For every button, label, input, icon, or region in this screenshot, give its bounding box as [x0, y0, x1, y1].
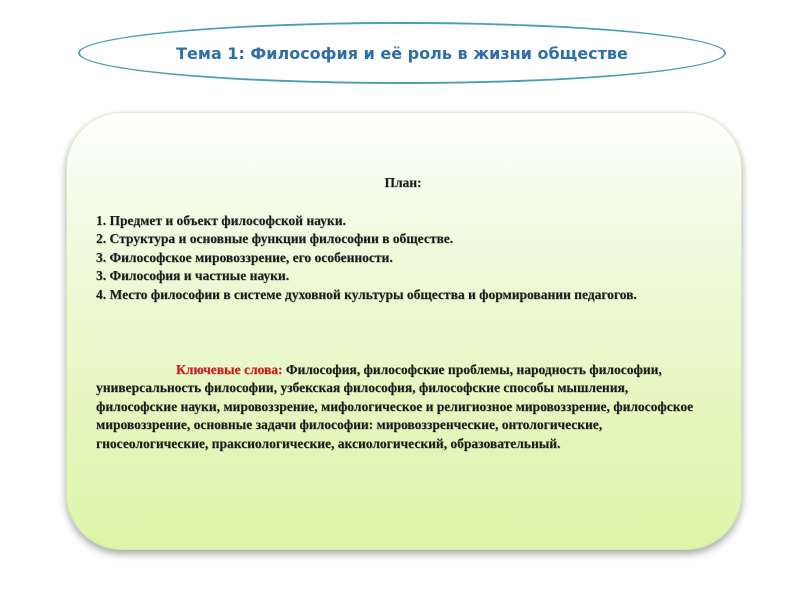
plan-item: 3. Философское мировоззрение, его особенности. — [96, 249, 393, 265]
keywords-text: Философия, философские проблемы, народность философии, универсальность философии, узбекская философия, философские способы мышления, философские науки, мировоззрение, мифологическое и религиозное мировоззрение, философское мировоззрение, основные задачи философии: мировоззренческие, онтологические, гносеологические, праксиологические, аксиологический, образовательный. — [96, 361, 694, 451]
plan-item: 2. Структура и основные функции философии в обществе. — [96, 231, 454, 247]
plan-list — [96, 212, 696, 305]
title-oval — [78, 22, 726, 84]
plan-item: 4. Место философии в системе духовной культуры общества и формировании педагогов. — [96, 286, 637, 302]
content-text — [96, 174, 696, 454]
plan-heading: План: — [384, 175, 422, 190]
keywords-label: Ключевые слова: — [176, 361, 283, 377]
plan-item: 3. Философия и частные науки. — [96, 268, 290, 284]
keywords-paragraph — [96, 361, 696, 454]
plan-item: 1. Предмет и объект философской науки. — [96, 212, 346, 228]
slide-title: Тема 1: Философия и её роль в жизни обществе — [176, 43, 628, 63]
